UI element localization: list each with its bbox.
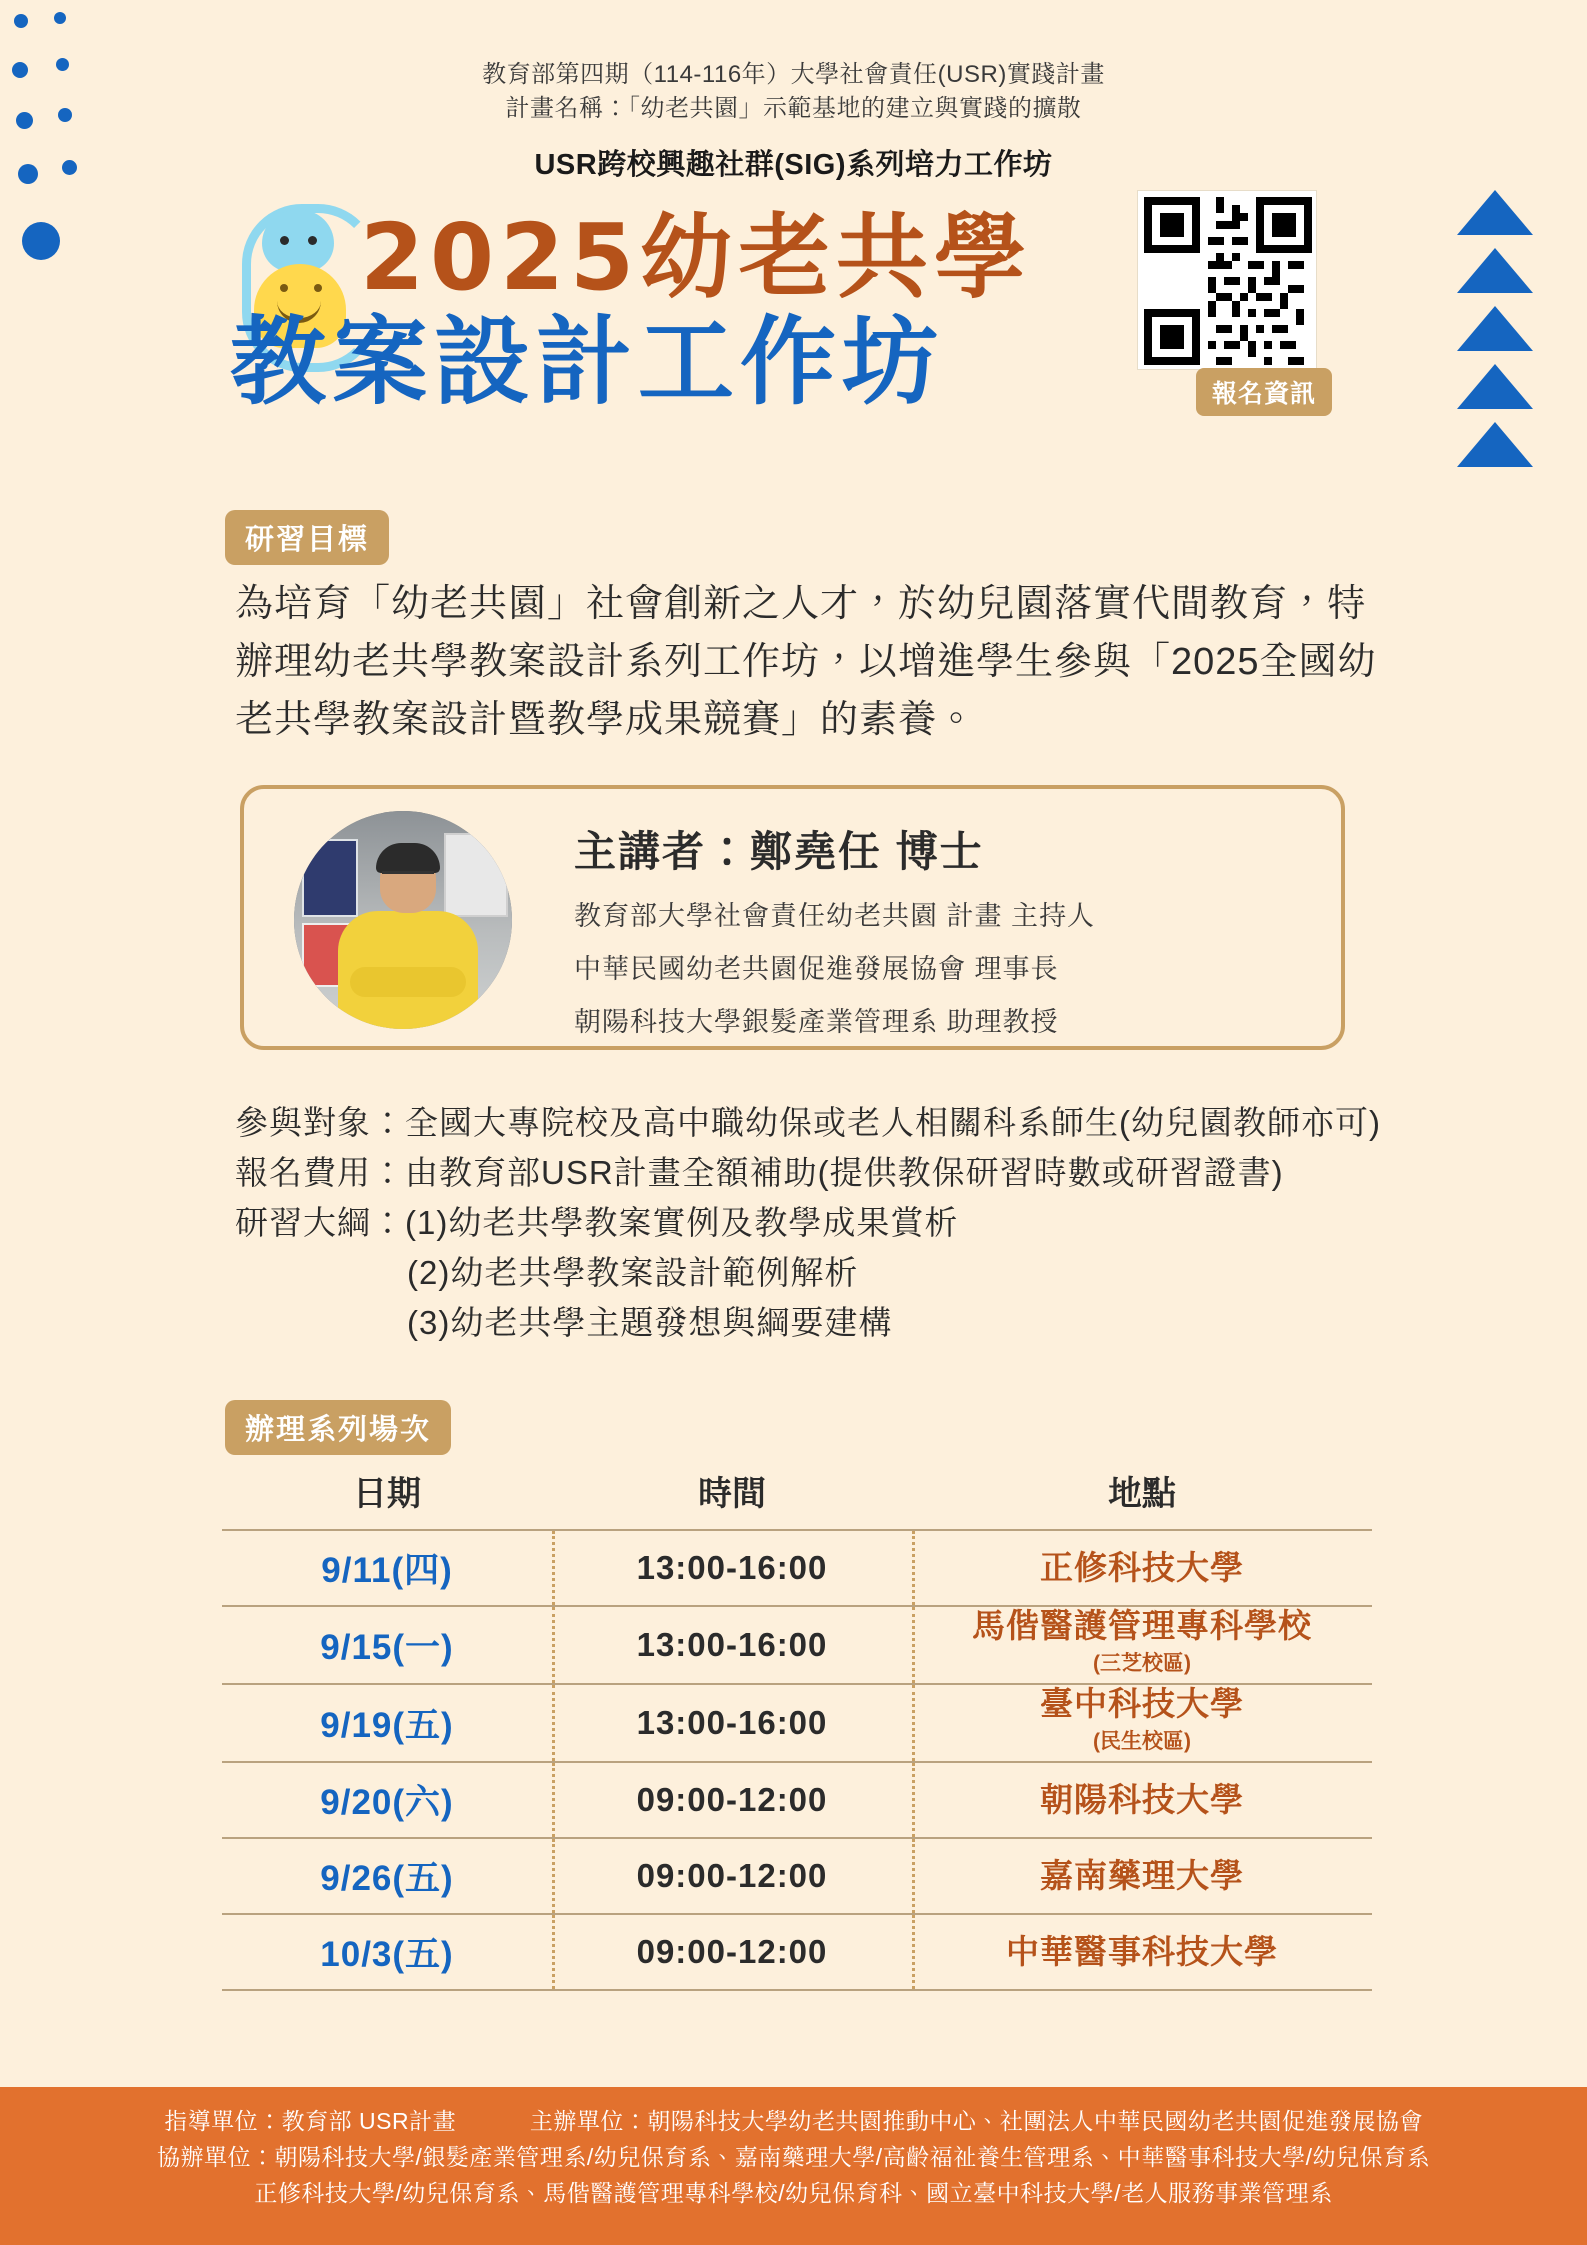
place-sub: (三芝校區) — [1093, 1652, 1191, 1675]
cell-date: 9/15(一) — [320, 1628, 454, 1667]
header-line-2: 計畫名稱：「幼老共園」示範基地的建立與實踐的擴散 — [505, 95, 1082, 122]
place-name: 嘉南藥理大學 — [1040, 1857, 1244, 1894]
header — [0, 58, 1587, 183]
table-header-row — [222, 1460, 1372, 1529]
cell-place — [912, 1933, 1372, 1971]
schedule-table — [222, 1460, 1372, 1991]
place-name: 馬偕醫護管理專科學校 — [972, 1607, 1312, 1644]
column-header-time: 時間 — [698, 1475, 766, 1513]
cell-time: 13:00-16:00 — [636, 1626, 828, 1663]
place-name: 中華醫事科技大學 — [1006, 1933, 1278, 1970]
table-row — [222, 1761, 1372, 1837]
cell-time: 13:00-16:00 — [636, 1549, 828, 1586]
cell-time: 09:00-12:00 — [636, 1781, 828, 1818]
column-header-date: 日期 — [353, 1475, 421, 1513]
footer-line-1 — [0, 2103, 1587, 2139]
header-line-1: 教育部第四期（114-116年）大學社會責任(USR)實踐計畫 — [482, 61, 1105, 88]
footer-guidance-unit: 指導單位：教育部 USR計畫 — [164, 2108, 457, 2134]
cell-place — [912, 1781, 1372, 1819]
speaker-role-1: 教育部大學社會責任幼老共園 計畫 主持人 — [574, 901, 1096, 931]
info-block — [235, 1098, 1435, 1348]
goal-text: 為培育「幼老共園」社會創新之人才，於幼兒園落實代間教育，特辦理幼老共學教案設計系列工作坊，以增進學生參與「2025全國幼老共學教案設計暨教學成果競賽」的素養。 — [235, 583, 1377, 741]
info-outline-2: (2)幼老共學教案設計範例解析 — [407, 1254, 859, 1291]
cell-date: 10/3(五) — [320, 1935, 454, 1974]
column-header-place: 地點 — [1108, 1475, 1176, 1513]
cell-time: 09:00-12:00 — [636, 1857, 828, 1894]
goal-section-pill: 研習目標 — [225, 510, 389, 565]
speaker-avatar — [294, 811, 512, 1029]
table-row — [222, 1529, 1372, 1605]
info-outline-3: (3)幼老共學主題發想與綱要建構 — [407, 1304, 893, 1341]
footer-host-unit: 主辦單位：朝陽科技大學幼老共園推動中心、社團法人中華民國幼老共園促進發展協會 — [529, 2108, 1423, 2134]
speaker-role-2: 中華民國幼老共園促進發展協會 理事長 — [574, 954, 1059, 984]
cell-place — [912, 1857, 1372, 1895]
qr-code[interactable] — [1137, 190, 1317, 370]
place-name: 正修科技大學 — [1040, 1549, 1244, 1586]
qr-label: 報名資訊 — [1196, 368, 1332, 416]
header-line-3: USR跨校興趣社群(SIG)系列培力工作坊 — [534, 149, 1053, 181]
cell-date: 9/11(四) — [321, 1551, 453, 1590]
table-row — [222, 1683, 1372, 1761]
title-line-1: 2025幼老共學 — [360, 204, 1033, 311]
cell-place — [912, 1607, 1372, 1683]
title-block — [0, 200, 1587, 418]
speaker-name: 主講者：鄭堯任 博士 — [574, 828, 984, 875]
speaker-role-3: 朝陽科技大學銀髮產業管理系 助理教授 — [574, 1007, 1059, 1037]
info-audience: 參與對象：全國大專院校及高中職幼保或老人相關科系師生(幼兒園教師亦可) — [235, 1104, 1381, 1141]
cell-date: 9/20(六) — [320, 1783, 454, 1822]
footer — [0, 2087, 1587, 2245]
cell-date: 9/26(五) — [320, 1859, 454, 1898]
table-row — [222, 1913, 1372, 1991]
cell-date: 9/19(五) — [320, 1706, 454, 1745]
cell-time: 13:00-16:00 — [636, 1704, 828, 1741]
info-fee: 報名費用：由教育部USR計畫全額補助(提供教保研習時數或研習證書) — [235, 1154, 1284, 1191]
cell-place — [912, 1549, 1372, 1587]
title-line-2: 教案設計工作坊 — [230, 306, 944, 418]
footer-line-3: 正修科技大學/幼兒保育系、馬偕醫護管理專科學校/幼兒保育科、國立臺中科技大學/老人服務事業管理系 — [254, 2180, 1333, 2206]
place-name: 臺中科技大學 — [1040, 1685, 1244, 1722]
cell-time: 09:00-12:00 — [636, 1933, 828, 1970]
footer-line-2: 協辦單位：朝陽科技大學/銀髮產業管理系/幼兒保育系、嘉南藥理大學/高齡福祉養生管理系、中華醫事科技大學/幼兒保育系 — [156, 2144, 1431, 2170]
table-row — [222, 1837, 1372, 1913]
table-row — [222, 1605, 1372, 1683]
speaker-card — [240, 785, 1345, 1050]
place-name: 朝陽科技大學 — [1040, 1781, 1244, 1818]
place-sub: (民生校區) — [1093, 1730, 1191, 1753]
schedule-section-pill: 辦理系列場次 — [225, 1400, 451, 1455]
info-outline-1: 研習大綱：(1)幼老共學教案實例及教學成果賞析 — [235, 1204, 959, 1241]
cell-place — [912, 1685, 1372, 1761]
